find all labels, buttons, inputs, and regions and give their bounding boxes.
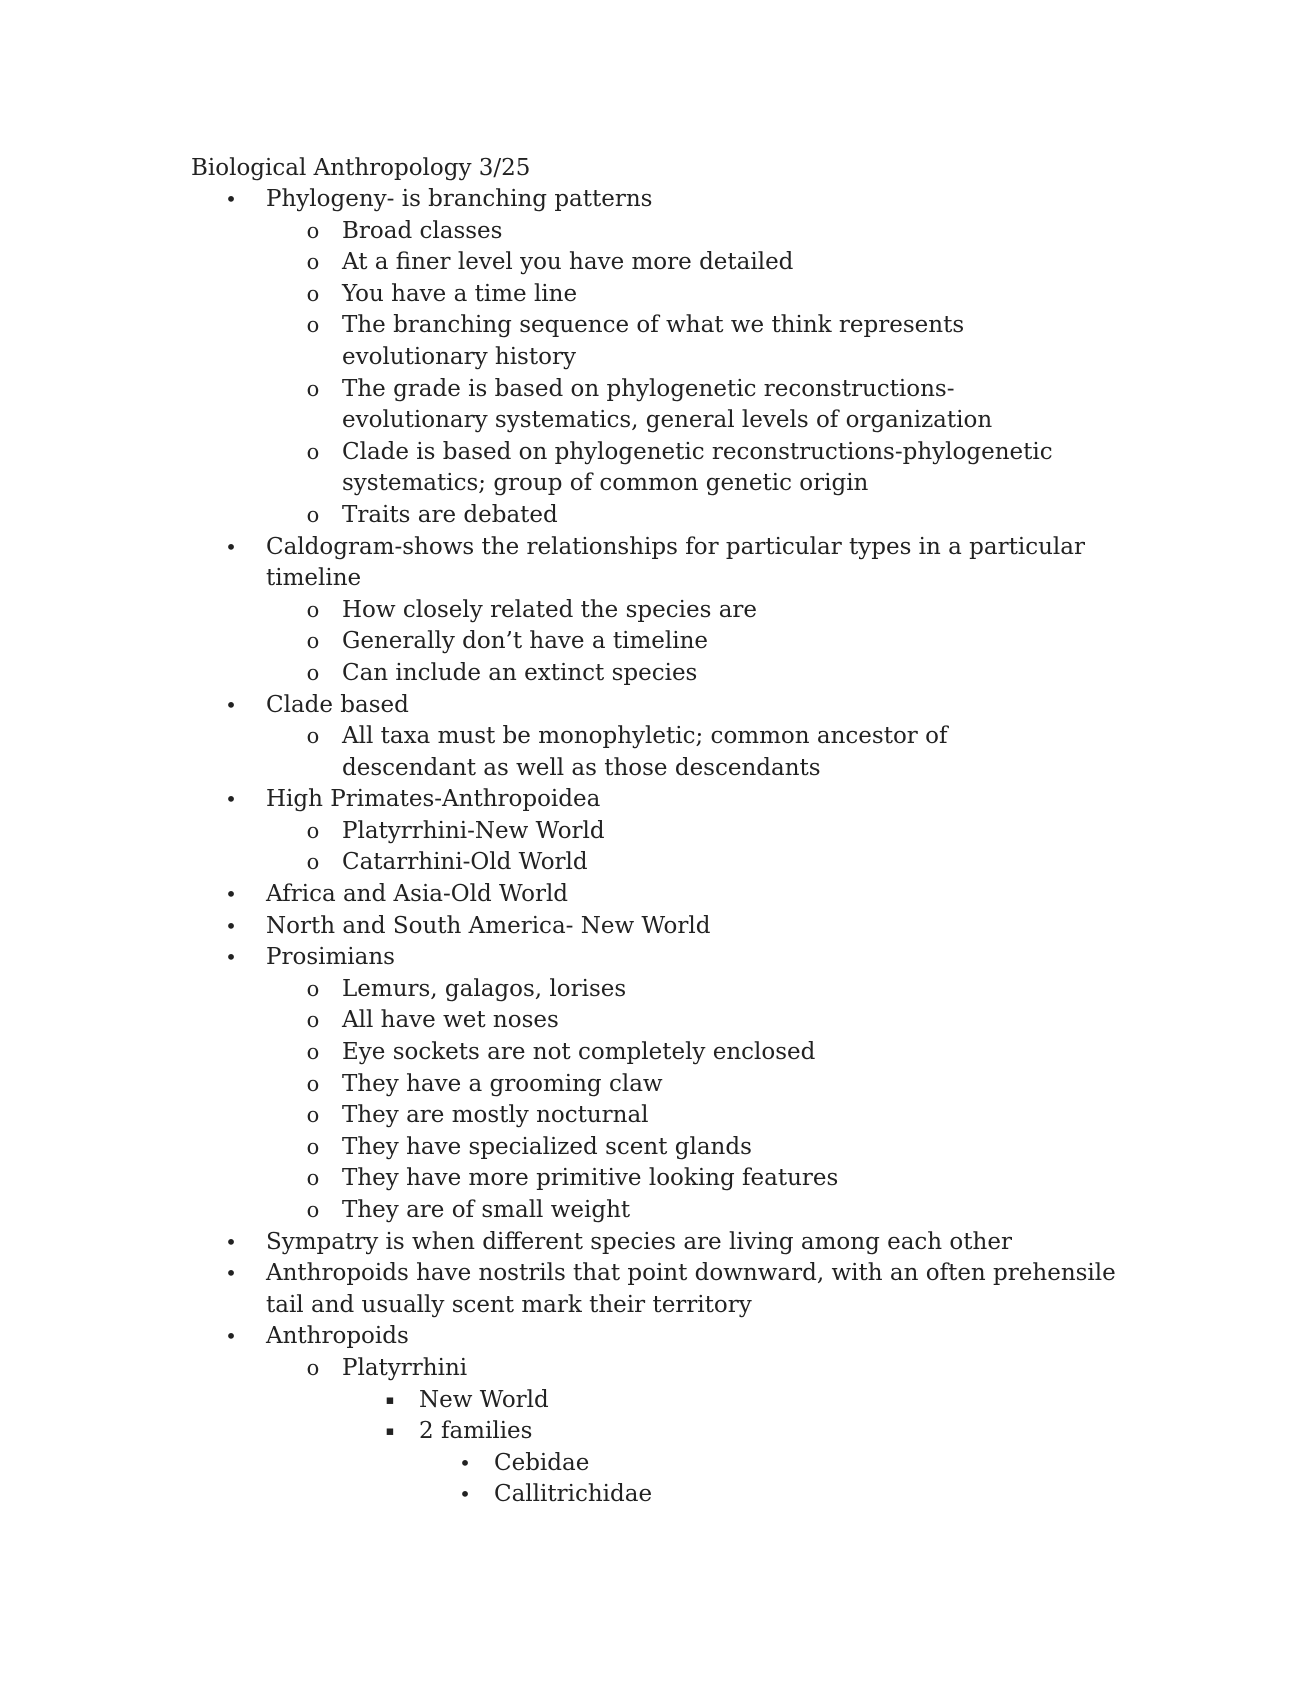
outline-item-level-2	[0, 247, 1306, 279]
bullet-marker: o	[306, 724, 320, 749]
outline-item-text: At a finer level you have more detailed	[342, 249, 794, 276]
bullet-marker: •	[225, 1229, 237, 1254]
outline-item-level-4	[0, 1479, 1306, 1511]
outline-item-level-2	[0, 1163, 1306, 1195]
outline-item-text: They have a grooming claw	[342, 1070, 663, 1097]
outline-item-text: High Primates-Anthropoidea	[266, 786, 601, 813]
bullet-marker: ▪	[385, 1392, 395, 1408]
bullet-marker: •	[225, 692, 237, 717]
bullet-marker: o	[306, 376, 320, 401]
outline-list	[0, 184, 1306, 1511]
outline-item-level-1	[0, 532, 1306, 595]
bullet-marker: o	[306, 502, 320, 527]
document-title: Biological Anthropology 3/25	[191, 155, 531, 181]
outline-item-level-3	[0, 1385, 1306, 1417]
outline-item-level-2	[0, 279, 1306, 311]
bullet-marker: •	[225, 1261, 237, 1286]
outline-item-text: Africa and Asia-Old World	[266, 881, 569, 908]
outline-item-level-1	[0, 184, 1306, 216]
outline-item-level-2	[0, 626, 1306, 658]
bullet-marker: o	[306, 1134, 320, 1159]
outline-item-text: Phylogeny- is branching patterns	[266, 186, 653, 212]
outline-item-level-2	[0, 310, 1306, 373]
outline-item-text: The grade is based on phylogenetic reconstructions-evolutionary systematics, general levels of organization	[342, 375, 993, 434]
bullet-marker: o	[306, 250, 320, 275]
bullet-marker: o	[306, 218, 320, 243]
bullet-marker: o	[306, 597, 320, 622]
outline-item-text: Sympatry is when different species are living among each other	[266, 1228, 1012, 1255]
bullet-marker: •	[225, 787, 237, 812]
outline-item-text: How closely related the species are	[342, 596, 758, 623]
outline-item-level-2	[0, 216, 1306, 248]
bullet-marker: o	[306, 1355, 320, 1380]
outline-item-text: Clade is based on phylogenetic reconstructions-phylogenetic systematics; group of common genetic origin	[342, 438, 1053, 497]
outline-item-text: New World	[419, 1386, 549, 1413]
outline-item-text: They are mostly nocturnal	[342, 1102, 649, 1129]
outline-item-text: 2 families	[419, 1418, 533, 1445]
outline-item-level-1	[0, 879, 1306, 911]
bullet-marker: o	[306, 439, 320, 464]
outline-item-text: Platyrrhini-New World	[342, 817, 605, 844]
outline-item-text: Broad classes	[342, 217, 503, 244]
outline-item-text: Generally don’t have a timeline	[342, 628, 709, 655]
outline-item-level-1	[0, 690, 1306, 722]
outline-item-text: North and South America- New World	[266, 912, 711, 939]
outline-item-text: All have wet noses	[342, 1007, 559, 1034]
bullet-marker: o	[306, 313, 320, 338]
outline-item-level-2	[0, 1005, 1306, 1037]
outline-item-text: Can include an extinct species	[342, 659, 698, 686]
outline-item-text: You have a time line	[342, 280, 578, 307]
outline-item-level-2	[0, 1353, 1306, 1385]
bullet-marker: •	[225, 534, 237, 559]
outline-item-text: Cebidae	[494, 1449, 590, 1476]
bullet-marker: •	[225, 1324, 237, 1349]
bullet-marker: o	[306, 281, 320, 306]
outline-item-level-2	[0, 1069, 1306, 1101]
bullet-marker: •	[459, 1482, 471, 1507]
outline-item-level-1	[0, 942, 1306, 974]
outline-item-level-2	[0, 1132, 1306, 1164]
outline-item-text: Anthropoids have nostrils that point downward, with an often prehensile tail and usually scent mark their territory	[266, 1260, 1116, 1318]
outline-item-level-2	[0, 595, 1306, 627]
outline-item-level-2	[0, 500, 1306, 532]
outline-item-text: Catarrhini-Old World	[342, 849, 588, 876]
bullet-marker: o	[306, 660, 320, 685]
outline-item-level-2	[0, 721, 1306, 784]
outline-item-text: They are of small weight	[342, 1197, 631, 1223]
bullet-marker: •	[225, 945, 237, 970]
outline-item-level-2	[0, 374, 1306, 437]
bullet-marker: o	[306, 1103, 320, 1128]
outline-item-text: Caldogram-shows the relationships for particular types in a particular timeline	[266, 533, 1085, 592]
outline-item-level-1	[0, 1258, 1306, 1321]
bullet-marker: o	[306, 850, 320, 875]
outline-item-text: Clade based	[266, 691, 409, 718]
bullet-marker: •	[225, 882, 237, 907]
outline-item-level-1	[0, 784, 1306, 816]
outline-item-level-2	[0, 816, 1306, 848]
outline-item-text: Eye sockets are not completely enclosed	[342, 1039, 816, 1066]
outline-item-text: They have specialized scent glands	[342, 1133, 752, 1160]
bullet-marker: o	[306, 1040, 320, 1065]
outline-item-level-1	[0, 1227, 1306, 1259]
bullet-marker: o	[306, 818, 320, 843]
outline-item-level-2	[0, 974, 1306, 1006]
outline-item-text: Prosimians	[266, 944, 395, 971]
outline-item-level-2	[0, 437, 1306, 500]
bullet-marker: o	[306, 1166, 320, 1191]
outline-item-level-2	[0, 1195, 1306, 1227]
outline-item-text: They have more primitive looking features	[342, 1165, 839, 1192]
bullet-marker: o	[306, 1198, 320, 1222]
outline-item-text: All taxa must be monophyletic; common ancestor of descendant as well as those descendants	[342, 723, 948, 781]
outline-item-text: Callitrichidae	[494, 1481, 653, 1508]
outline-item-level-3	[0, 1416, 1306, 1448]
outline-item-text: Traits are debated	[342, 501, 558, 528]
bullet-marker: o	[306, 976, 320, 1001]
outline-item-level-2	[0, 847, 1306, 879]
outline-item-level-1	[0, 1321, 1306, 1353]
outline-item-level-2	[0, 1037, 1306, 1069]
bullet-marker: •	[225, 913, 237, 938]
outline-item-text: Platyrrhini	[342, 1354, 468, 1381]
outline-item-level-1	[0, 911, 1306, 943]
bullet-marker: ▪	[385, 1424, 395, 1440]
outline-item-level-2	[0, 1100, 1306, 1132]
bullet-marker: o	[306, 1008, 320, 1033]
bullet-marker: o	[306, 1071, 320, 1096]
outline-item-text: Lemurs, galagos, lorises	[342, 975, 627, 1002]
bullet-marker: •	[225, 187, 237, 211]
outline-item-text: The branching sequence of what we think represents evolutionary history	[342, 312, 965, 370]
bullet-marker: •	[459, 1450, 471, 1475]
outline-item-level-2	[0, 658, 1306, 690]
outline-item-level-4	[0, 1448, 1306, 1480]
bullet-marker: o	[306, 629, 320, 654]
outline-item-text: Anthropoids	[266, 1323, 409, 1350]
